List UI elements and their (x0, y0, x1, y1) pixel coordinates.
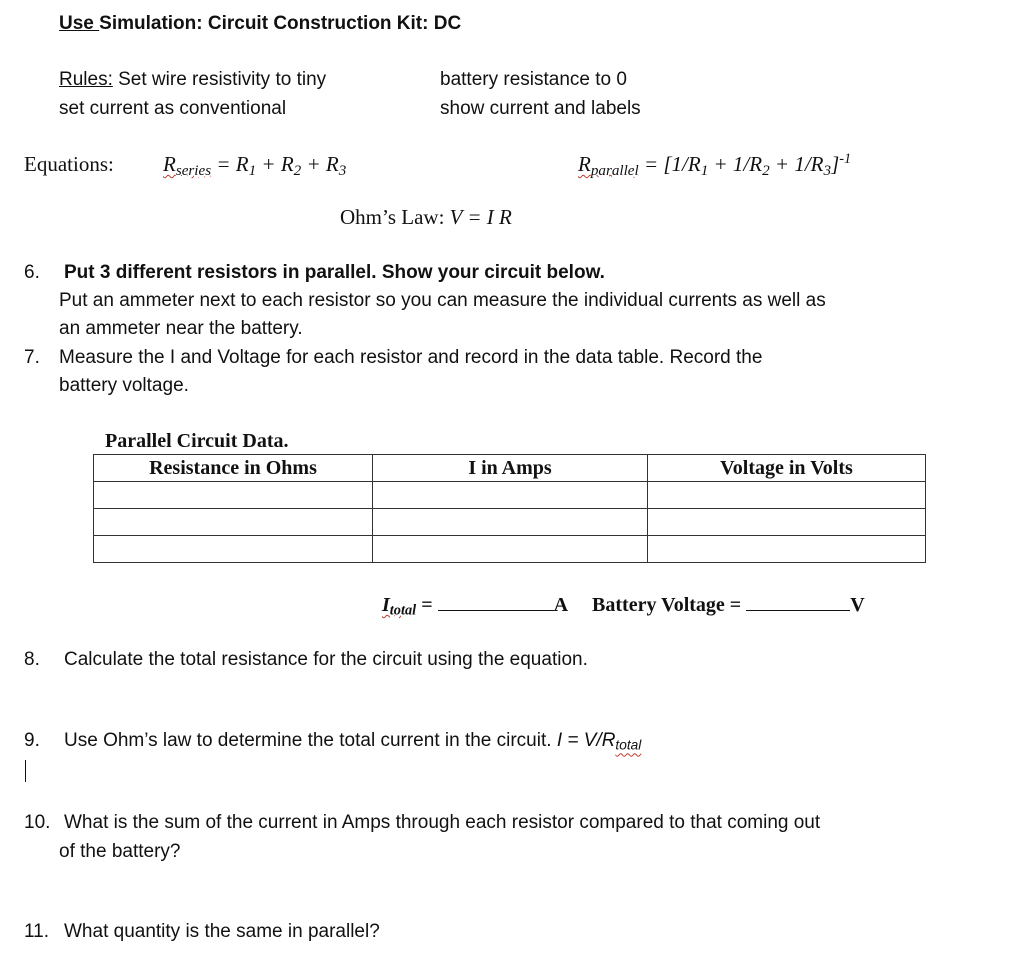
series-equation: $R_{series} = R_1 + R_2 + R_3$ (163, 152, 347, 179)
totals-line: $I_{total} = A$ Battery Voltage = V (382, 594, 865, 619)
q10-number: 10. (24, 812, 51, 833)
q6-line3: an ammeter near the battery. (59, 318, 303, 339)
table-row (94, 536, 926, 563)
q6-line2: Put an ammeter next to each resistor so you can measure the individual currents as well as (59, 290, 826, 311)
q6-number: 6. (24, 262, 40, 283)
table-row (94, 509, 926, 536)
q10-line1: What is the sum of the current in Amps through each resistor compared to that coming out (64, 812, 821, 833)
rules-right-line2: show current and labels (440, 98, 641, 119)
q8-number: 8. (24, 649, 40, 670)
q8-text: Calculate the total resistance for the circuit using the equation. (64, 649, 588, 670)
table-caption: Parallel Circuit Data. (105, 430, 289, 452)
rules-right-line1: battery resistance to 0 (440, 69, 627, 90)
table-header-row (94, 455, 926, 482)
q9-text: Use Ohm’s law to determine the total current in the circuit. $I = V/R_{total}$ (64, 730, 642, 753)
itotal-blank[interactable] (438, 610, 554, 611)
q6-heading: Put 3 different resistors in parallel. Show your circuit below. (64, 262, 605, 283)
header-resistance: Resistance in Ohms (94, 455, 373, 482)
table-cell[interactable] (373, 536, 648, 563)
q7-line2: battery voltage. (59, 375, 189, 396)
text-cursor (25, 760, 26, 782)
title-text: Simulation: Circuit Construction Kit: DC (99, 13, 462, 34)
parallel-data-table (93, 454, 926, 563)
header-current: I in Amps (373, 455, 648, 482)
q11-text: What quantity is the same in parallel? (64, 921, 380, 942)
battery-voltage-blank[interactable] (746, 610, 850, 611)
table-cell[interactable] (94, 536, 373, 563)
q9-number: 9. (24, 730, 40, 751)
rules-left-line1: Rules: Set wire resistivity to tiny (59, 69, 327, 90)
q11-number: 11. (24, 921, 50, 942)
table-cell[interactable] (373, 509, 648, 536)
header-voltage: Voltage in Volts (648, 455, 926, 482)
rules-label: Rules: (59, 69, 113, 90)
table-cell[interactable] (94, 509, 373, 536)
q7-number: 7. (24, 347, 40, 368)
parallel-equation: $R_{parallel} = [1/R_1 + 1/R_2 + 1/R_3]^{-1}$ (578, 151, 852, 179)
table-cell[interactable] (648, 536, 926, 563)
title-prefix: Use (59, 13, 100, 34)
ohms-law: Ohm’s Law: V = I R (340, 205, 512, 229)
q7-line1: Measure the I and Voltage for each resistor and record in the data table. Record the (59, 347, 763, 368)
q10-line2: of the battery? (59, 841, 181, 862)
table-cell[interactable] (373, 482, 648, 509)
table-cell[interactable] (648, 482, 926, 509)
table-cell[interactable] (648, 509, 926, 536)
page-title (59, 13, 461, 35)
rules-left-line2: set current as conventional (59, 98, 287, 119)
table-row (94, 482, 926, 509)
table-cell[interactable] (94, 482, 373, 509)
equations-label: Equations: (24, 152, 114, 176)
